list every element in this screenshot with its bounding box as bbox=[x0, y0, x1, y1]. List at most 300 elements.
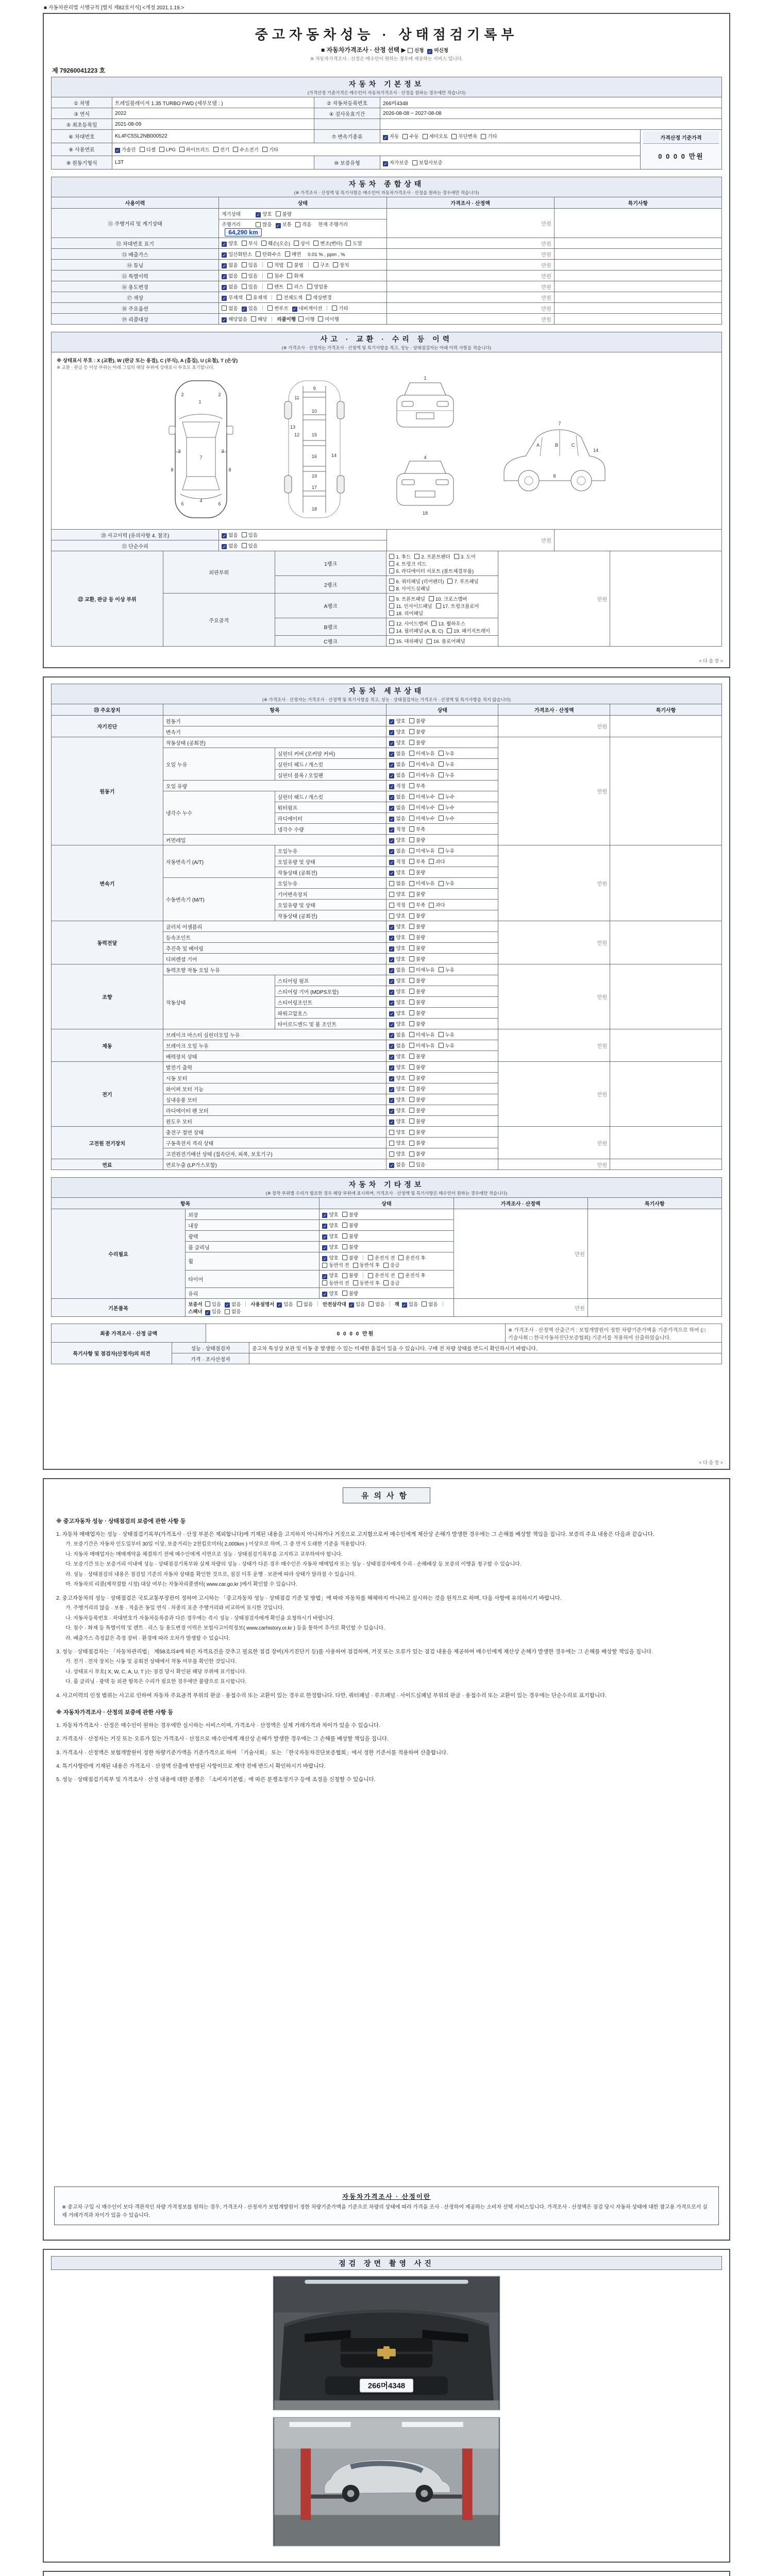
checkbox-option[interactable] bbox=[454, 553, 476, 560]
checkbox-option[interactable] bbox=[389, 966, 405, 974]
checkbox-option[interactable] bbox=[353, 1279, 380, 1286]
checkbox-option[interactable] bbox=[262, 146, 278, 153]
checkbox-option[interactable] bbox=[322, 1222, 338, 1229]
option-label: 미세누수 bbox=[415, 805, 435, 811]
checkbox-option[interactable] bbox=[402, 132, 418, 140]
checkbox-option[interactable] bbox=[276, 221, 292, 228]
checkbox-option[interactable] bbox=[307, 283, 328, 290]
row-label: ⑪ 주행거리 및 계기상태 bbox=[52, 209, 219, 238]
checkbox-option[interactable] bbox=[409, 1128, 425, 1136]
row-label: ⑯ 용도변경 bbox=[52, 281, 219, 292]
option-label: 과다 bbox=[435, 859, 445, 865]
checkbox-option[interactable] bbox=[277, 1300, 293, 1308]
checkbox-icon: ✓ bbox=[390, 1044, 394, 1049]
checkbox-icon bbox=[414, 554, 419, 559]
state-cell bbox=[320, 1242, 453, 1252]
option-label: 없음 bbox=[228, 532, 238, 538]
checkbox-option[interactable] bbox=[409, 934, 425, 941]
option-label: 있음 bbox=[211, 1309, 222, 1315]
checkbox-option[interactable] bbox=[389, 1053, 405, 1060]
option-label: 없음 bbox=[396, 848, 406, 854]
state-cell bbox=[386, 997, 498, 1008]
checkbox-icon bbox=[409, 945, 414, 951]
checkbox-icon bbox=[287, 262, 292, 267]
checkbox-option[interactable] bbox=[389, 609, 423, 617]
checkbox-option[interactable] bbox=[409, 901, 425, 908]
checkbox-option[interactable] bbox=[298, 315, 314, 323]
checkbox-option[interactable] bbox=[251, 315, 267, 323]
checkbox-option[interactable] bbox=[409, 1009, 425, 1016]
checkbox-option[interactable] bbox=[389, 955, 405, 963]
checkbox-option[interactable] bbox=[409, 1063, 425, 1071]
checkbox-option[interactable] bbox=[389, 782, 405, 790]
checkbox-option[interactable] bbox=[233, 146, 259, 153]
checkbox-option[interactable] bbox=[409, 1117, 425, 1125]
checkbox-option[interactable] bbox=[409, 771, 435, 778]
checkbox-option[interactable] bbox=[389, 804, 405, 811]
checkbox-icon bbox=[342, 1291, 347, 1296]
checkbox-option[interactable] bbox=[389, 1117, 405, 1125]
checkbox-option[interactable] bbox=[389, 1107, 405, 1114]
checkbox-option[interactable] bbox=[414, 553, 450, 560]
checkbox-option[interactable] bbox=[389, 717, 405, 725]
checkbox-option[interactable] bbox=[179, 146, 210, 153]
state-cell bbox=[386, 1062, 498, 1073]
checkbox-option[interactable] bbox=[322, 1272, 338, 1279]
checkbox-option[interactable] bbox=[409, 1150, 425, 1157]
checkbox-icon bbox=[409, 1141, 414, 1146]
group-label: 전기 bbox=[52, 1062, 163, 1127]
checkbox-option[interactable] bbox=[451, 132, 477, 140]
model-year-value: 2022 bbox=[112, 108, 314, 119]
checkbox-option[interactable] bbox=[242, 272, 258, 279]
checkbox-option[interactable] bbox=[368, 1254, 395, 1261]
notice-title: 유의사항 bbox=[343, 1487, 430, 1503]
option-label: 양호 bbox=[396, 1130, 406, 1136]
checkbox-option[interactable] bbox=[409, 782, 425, 789]
checkbox-option[interactable] bbox=[409, 944, 425, 952]
option-label: 동반석 전 bbox=[329, 1263, 349, 1268]
option-label: 있음 bbox=[408, 1301, 418, 1308]
checkbox-option[interactable] bbox=[409, 847, 435, 854]
checkbox-option[interactable] bbox=[389, 1074, 405, 1082]
checkbox-option[interactable] bbox=[322, 1261, 349, 1268]
item-label: 수동변속기 (M/T) bbox=[163, 878, 275, 921]
option-label: 불량 bbox=[415, 892, 426, 897]
checkbox-icon bbox=[431, 621, 436, 626]
checkbox-option[interactable] bbox=[389, 585, 430, 592]
checkbox-option[interactable] bbox=[389, 988, 405, 995]
checkbox-option[interactable] bbox=[412, 159, 443, 166]
checkbox-option[interactable] bbox=[349, 1300, 365, 1308]
checkbox-option[interactable] bbox=[429, 595, 467, 602]
checkbox-option[interactable] bbox=[222, 261, 238, 269]
checkbox-option[interactable] bbox=[409, 923, 425, 930]
checkbox-option[interactable] bbox=[402, 1300, 418, 1308]
item-label: 고전원전기배선 상태 (접속단자, 피복, 보호기구) bbox=[163, 1148, 386, 1159]
appraiser-role-label: 가격 · 조사산정자 bbox=[172, 1353, 249, 1364]
checkbox-option[interactable] bbox=[276, 210, 292, 217]
checkbox-icon: ✓ bbox=[390, 838, 394, 844]
option-label: 없음 bbox=[303, 1301, 313, 1308]
checkbox-option[interactable] bbox=[447, 578, 478, 585]
checkbox-option[interactable] bbox=[242, 542, 258, 549]
checkbox-option[interactable] bbox=[389, 890, 405, 897]
checkbox-option[interactable] bbox=[409, 890, 425, 897]
checkbox-option[interactable] bbox=[353, 1261, 380, 1268]
checkbox-option[interactable] bbox=[389, 637, 423, 645]
checkbox-option[interactable] bbox=[287, 272, 303, 279]
checkbox-option[interactable] bbox=[389, 1063, 405, 1071]
checkbox-option[interactable] bbox=[409, 1096, 425, 1103]
checkbox-option[interactable] bbox=[322, 1243, 338, 1251]
checkbox-option[interactable] bbox=[436, 602, 479, 609]
checkbox-option[interactable] bbox=[439, 1042, 455, 1049]
checkbox-option[interactable] bbox=[439, 879, 455, 887]
checkbox-option[interactable] bbox=[292, 304, 323, 312]
checkbox-option[interactable] bbox=[439, 760, 455, 768]
item-label: 동력조향 작동 오일 누유 bbox=[163, 964, 386, 975]
checkbox-option[interactable] bbox=[409, 825, 425, 833]
checkbox-option[interactable] bbox=[409, 739, 425, 746]
checkbox-option[interactable] bbox=[267, 304, 289, 312]
checkbox-option[interactable] bbox=[409, 1161, 425, 1168]
checkbox-icon bbox=[409, 1108, 414, 1113]
checkbox-option[interactable] bbox=[389, 858, 405, 866]
notice-sub: 가. 전기 · 전자 장치는 시동 및 공회전 상태에서 작동 여부를 확인한 것입니다. bbox=[65, 1659, 237, 1665]
checkbox-icon bbox=[140, 147, 145, 152]
checkbox-option[interactable] bbox=[389, 901, 405, 908]
checkbox-option[interactable] bbox=[115, 146, 136, 154]
checkbox-option[interactable] bbox=[409, 1020, 425, 1027]
rank-label: A랭크 bbox=[275, 594, 386, 618]
checkbox-option[interactable] bbox=[222, 542, 238, 550]
checkbox-option[interactable] bbox=[222, 272, 238, 280]
checkbox-option[interactable] bbox=[383, 132, 399, 140]
checkbox-option[interactable] bbox=[389, 923, 405, 930]
option-label: 17. 트렁크플로어 bbox=[442, 603, 479, 609]
option-label: 구조 bbox=[320, 262, 330, 268]
checkbox-option[interactable] bbox=[297, 1300, 313, 1308]
checkbox-option[interactable] bbox=[431, 620, 465, 627]
option-label: 양호 bbox=[396, 956, 406, 962]
next-page-marker: < 다 음 장 > bbox=[699, 1460, 723, 1465]
checkbox-option[interactable] bbox=[439, 771, 455, 778]
section-note: (※ 가격조사 · 산정자는 가격조사 · 산정액 및 특기사항을 적고, 성능 · 상태점검자는 아래 이력 사항을 적습니다) bbox=[281, 345, 492, 350]
checkbox-option[interactable] bbox=[427, 637, 465, 645]
option-label: 11. 인사이드패널 bbox=[396, 603, 432, 609]
checkbox-option[interactable] bbox=[389, 825, 405, 833]
state-cell bbox=[386, 900, 498, 910]
checkbox-option[interactable] bbox=[368, 1272, 395, 1279]
checkbox-option[interactable] bbox=[342, 1211, 358, 1218]
checkbox-option[interactable] bbox=[225, 1300, 241, 1308]
item-label: 브레이크 마스터 실린더오일 누유 bbox=[163, 1029, 386, 1040]
checkbox-icon bbox=[409, 967, 414, 972]
checkbox-option[interactable] bbox=[306, 294, 332, 301]
checkbox-option[interactable] bbox=[439, 815, 455, 822]
option-label: 양호 bbox=[396, 1086, 406, 1092]
checkbox-option[interactable] bbox=[277, 294, 303, 301]
option-label: 있음 bbox=[283, 1301, 293, 1308]
checkbox-icon bbox=[408, 48, 413, 53]
checkbox-option[interactable] bbox=[256, 210, 272, 218]
checkbox-option[interactable] bbox=[447, 627, 490, 634]
checkbox-option[interactable] bbox=[313, 240, 342, 247]
checkbox-option[interactable] bbox=[409, 1074, 425, 1081]
checkbox-option[interactable] bbox=[389, 567, 474, 574]
checkbox-option[interactable] bbox=[213, 146, 229, 153]
checkbox-option[interactable] bbox=[409, 988, 425, 995]
checkbox-option[interactable] bbox=[159, 147, 176, 153]
checkbox-option[interactable] bbox=[332, 304, 348, 312]
checkbox-option[interactable] bbox=[368, 1300, 384, 1308]
remark-cell bbox=[554, 260, 721, 270]
checkbox-option[interactable] bbox=[342, 1243, 358, 1250]
checkbox-option[interactable] bbox=[140, 146, 156, 153]
checkbox-option[interactable] bbox=[389, 1150, 405, 1157]
checkbox-option[interactable] bbox=[429, 901, 445, 908]
checkbox-icon: ✓ bbox=[390, 968, 394, 974]
checkbox-icon bbox=[409, 816, 414, 821]
checkbox-option[interactable] bbox=[267, 261, 283, 268]
checkbox-option[interactable] bbox=[389, 553, 411, 560]
checkbox-option[interactable] bbox=[389, 1139, 405, 1146]
checkbox-option[interactable] bbox=[409, 1031, 435, 1038]
checkbox-option[interactable] bbox=[439, 1031, 455, 1038]
checkbox-option[interactable] bbox=[409, 998, 425, 1006]
option-label: 일산화탄소 bbox=[228, 251, 253, 258]
checkbox-option[interactable] bbox=[409, 858, 425, 865]
car-name-value: 트레일블레이저 1.35 TURBO FWD (세부모델 : ) bbox=[112, 97, 314, 108]
table-header-row bbox=[52, 197, 722, 209]
checkbox-option[interactable] bbox=[205, 1300, 221, 1308]
checkbox-option[interactable] bbox=[427, 46, 448, 54]
checkbox-option[interactable] bbox=[318, 315, 339, 323]
group-label: 변속기 bbox=[52, 845, 163, 921]
vin-value: KL4FC5SL2NB000522 bbox=[112, 130, 314, 143]
checkbox-option[interactable] bbox=[423, 132, 448, 140]
checkbox-icon bbox=[447, 579, 452, 584]
section-title: 자동차 기타정보 bbox=[348, 1180, 425, 1189]
checkbox-icon: ✓ bbox=[390, 1055, 394, 1060]
checkbox-option[interactable] bbox=[439, 804, 455, 811]
checkbox-option[interactable] bbox=[389, 998, 405, 1006]
option-label: 없음 bbox=[228, 306, 238, 312]
checkbox-option[interactable] bbox=[389, 1009, 405, 1017]
checkbox-option[interactable] bbox=[389, 578, 444, 585]
checkbox-option[interactable] bbox=[333, 261, 349, 268]
group-label: 기본품목 bbox=[52, 1299, 186, 1317]
checkbox-option[interactable] bbox=[342, 1232, 358, 1240]
checkbox-option[interactable] bbox=[409, 879, 435, 887]
checkbox-option[interactable] bbox=[409, 804, 435, 811]
checkbox-option[interactable] bbox=[389, 1085, 405, 1093]
checkbox-icon bbox=[409, 826, 414, 832]
checkbox-option[interactable] bbox=[383, 1279, 399, 1286]
checkbox-option[interactable] bbox=[322, 1211, 338, 1218]
checkbox-icon: ✓ bbox=[115, 148, 120, 154]
checkbox-option[interactable] bbox=[439, 966, 455, 973]
checkbox-icon bbox=[389, 586, 394, 591]
checkbox-option[interactable] bbox=[242, 240, 258, 247]
option-label: 부족 bbox=[415, 859, 426, 865]
checkbox-option[interactable] bbox=[409, 977, 425, 984]
checkbox-option[interactable] bbox=[389, 847, 405, 855]
option-label: 자가보증 bbox=[390, 160, 409, 166]
checkbox-option[interactable] bbox=[342, 1290, 358, 1297]
checkbox-option[interactable] bbox=[389, 771, 405, 779]
checkbox-option[interactable] bbox=[409, 1053, 425, 1060]
checkbox-option[interactable] bbox=[409, 1139, 425, 1146]
checkbox-option[interactable] bbox=[409, 869, 425, 876]
checkbox-option[interactable] bbox=[408, 46, 424, 54]
checkbox-option[interactable] bbox=[409, 728, 425, 735]
checkbox-option[interactable] bbox=[409, 793, 435, 800]
checkbox-option[interactable] bbox=[429, 858, 445, 865]
checkbox-option[interactable] bbox=[383, 1261, 399, 1268]
checkbox-icon: ✓ bbox=[390, 752, 394, 757]
checkbox-option[interactable] bbox=[246, 294, 267, 301]
checkbox-icon: ✓ bbox=[222, 252, 226, 258]
checkbox-option[interactable] bbox=[383, 159, 409, 166]
checkbox-icon bbox=[353, 1263, 358, 1268]
checkbox-option[interactable] bbox=[389, 1128, 405, 1136]
checkbox-option[interactable] bbox=[225, 1308, 241, 1315]
checkbox-option[interactable] bbox=[409, 760, 435, 768]
checkbox-option[interactable] bbox=[346, 240, 362, 247]
checkbox-option[interactable] bbox=[242, 304, 258, 312]
checkbox-option[interactable] bbox=[222, 531, 238, 539]
checkbox-option[interactable] bbox=[389, 1042, 405, 1049]
checkbox-icon bbox=[225, 1309, 230, 1314]
checkbox-option[interactable] bbox=[398, 1272, 425, 1279]
checkbox-option[interactable] bbox=[256, 221, 272, 228]
checkbox-option[interactable] bbox=[409, 717, 425, 724]
checkbox-option[interactable] bbox=[398, 1254, 425, 1261]
option-label: 불량 bbox=[415, 837, 426, 843]
item-label: 작동상태 bbox=[163, 975, 275, 1029]
group-label: 조향 bbox=[52, 964, 163, 1029]
checkbox-option[interactable] bbox=[222, 240, 238, 247]
option-label: 불량 bbox=[415, 1075, 426, 1081]
state-cell bbox=[386, 1029, 498, 1040]
checkbox-option[interactable] bbox=[222, 315, 247, 323]
checkbox-option[interactable] bbox=[389, 879, 405, 887]
checkbox-option[interactable] bbox=[389, 627, 443, 634]
svg-text:14: 14 bbox=[331, 453, 337, 458]
checkbox-option[interactable] bbox=[409, 966, 435, 973]
checkbox-option[interactable] bbox=[342, 1272, 358, 1279]
checkbox-option[interactable] bbox=[287, 261, 303, 268]
checkbox-option[interactable] bbox=[389, 760, 405, 768]
checkbox-option[interactable] bbox=[389, 1161, 405, 1168]
checkbox-option[interactable] bbox=[389, 836, 405, 844]
checkbox-option[interactable] bbox=[322, 1254, 338, 1262]
checkbox-option[interactable] bbox=[389, 1020, 405, 1028]
checkbox-option[interactable] bbox=[222, 250, 252, 258]
state-cell bbox=[219, 303, 386, 314]
checkbox-option[interactable] bbox=[389, 595, 425, 602]
checkbox-option[interactable] bbox=[389, 602, 432, 609]
checkbox-option[interactable] bbox=[389, 912, 405, 919]
checkbox-option[interactable] bbox=[389, 793, 405, 801]
checkbox-option[interactable] bbox=[389, 750, 405, 757]
checkbox-option[interactable] bbox=[409, 1042, 435, 1049]
checkbox-option[interactable] bbox=[409, 955, 425, 962]
checkbox-option[interactable] bbox=[222, 283, 238, 291]
checkbox-icon bbox=[307, 284, 312, 289]
checkbox-option[interactable] bbox=[322, 1279, 349, 1286]
checkbox-icon bbox=[409, 783, 414, 788]
checkbox-option[interactable] bbox=[205, 1308, 221, 1315]
checkbox-icon: ✓ bbox=[390, 1001, 394, 1006]
checkbox-option[interactable] bbox=[295, 221, 311, 228]
checkbox-option[interactable] bbox=[294, 240, 310, 247]
checkbox-option[interactable] bbox=[222, 304, 238, 312]
checkbox-option[interactable] bbox=[389, 560, 426, 567]
checkbox-option[interactable] bbox=[389, 739, 405, 747]
checkbox-icon bbox=[409, 956, 414, 961]
checkbox-option[interactable] bbox=[322, 1290, 338, 1297]
checkbox-option[interactable] bbox=[313, 261, 329, 268]
part-label: 실린더 헤드 / 개스킷 bbox=[275, 759, 386, 770]
checkbox-option[interactable] bbox=[242, 283, 258, 290]
checkbox-option[interactable] bbox=[389, 944, 405, 952]
checkbox-option[interactable] bbox=[287, 283, 303, 290]
checkbox-option[interactable] bbox=[261, 240, 290, 247]
checkbox-option[interactable] bbox=[439, 750, 455, 757]
checkbox-option[interactable] bbox=[285, 250, 301, 258]
checkbox-option[interactable] bbox=[389, 1031, 405, 1039]
checkbox-option[interactable] bbox=[409, 815, 435, 822]
checkbox-option[interactable] bbox=[267, 272, 283, 279]
checkbox-option[interactable] bbox=[389, 815, 405, 822]
checkbox-option[interactable] bbox=[342, 1254, 358, 1261]
remark-cell bbox=[610, 737, 722, 845]
checkbox-option[interactable] bbox=[267, 283, 283, 290]
checkbox-option[interactable] bbox=[222, 294, 243, 301]
option-label: 없음 bbox=[375, 1301, 385, 1308]
checkbox-option[interactable] bbox=[409, 750, 435, 757]
state-cell bbox=[386, 1105, 498, 1116]
price-cell: 만원 bbox=[498, 551, 610, 647]
checkbox-option[interactable] bbox=[389, 934, 405, 941]
checkbox-option[interactable] bbox=[389, 728, 405, 736]
notice-item: 4. 특기사항란에 기재된 내용은 가격조사 · 산정액 산출에 반영된 사항이므로 계약 전에 반드시 확인하시기 바랍니다. bbox=[56, 1762, 326, 1769]
checkbox-option[interactable] bbox=[242, 531, 258, 538]
checkbox-option[interactable] bbox=[481, 132, 497, 140]
checkbox-option[interactable] bbox=[409, 1085, 425, 1092]
checkbox-option[interactable] bbox=[389, 977, 405, 985]
checkbox-option[interactable] bbox=[422, 1300, 438, 1308]
checkbox-option[interactable] bbox=[439, 847, 455, 854]
checkbox-option[interactable] bbox=[409, 836, 425, 843]
checkbox-option[interactable] bbox=[409, 912, 425, 919]
checkbox-option[interactable] bbox=[389, 1096, 405, 1104]
option-label: 없음 bbox=[228, 543, 238, 549]
checkbox-option[interactable] bbox=[342, 1222, 358, 1229]
checkbox-option[interactable] bbox=[409, 1107, 425, 1114]
checkbox-option[interactable] bbox=[256, 250, 281, 258]
option-label: 미세누유 bbox=[415, 772, 435, 778]
checkbox-option[interactable] bbox=[242, 261, 258, 268]
checkbox-option[interactable] bbox=[322, 1232, 338, 1240]
checkbox-option[interactable] bbox=[439, 793, 455, 800]
checkbox-option[interactable] bbox=[389, 620, 428, 627]
checkbox-option[interactable] bbox=[389, 869, 405, 876]
state-cell bbox=[320, 1252, 453, 1270]
